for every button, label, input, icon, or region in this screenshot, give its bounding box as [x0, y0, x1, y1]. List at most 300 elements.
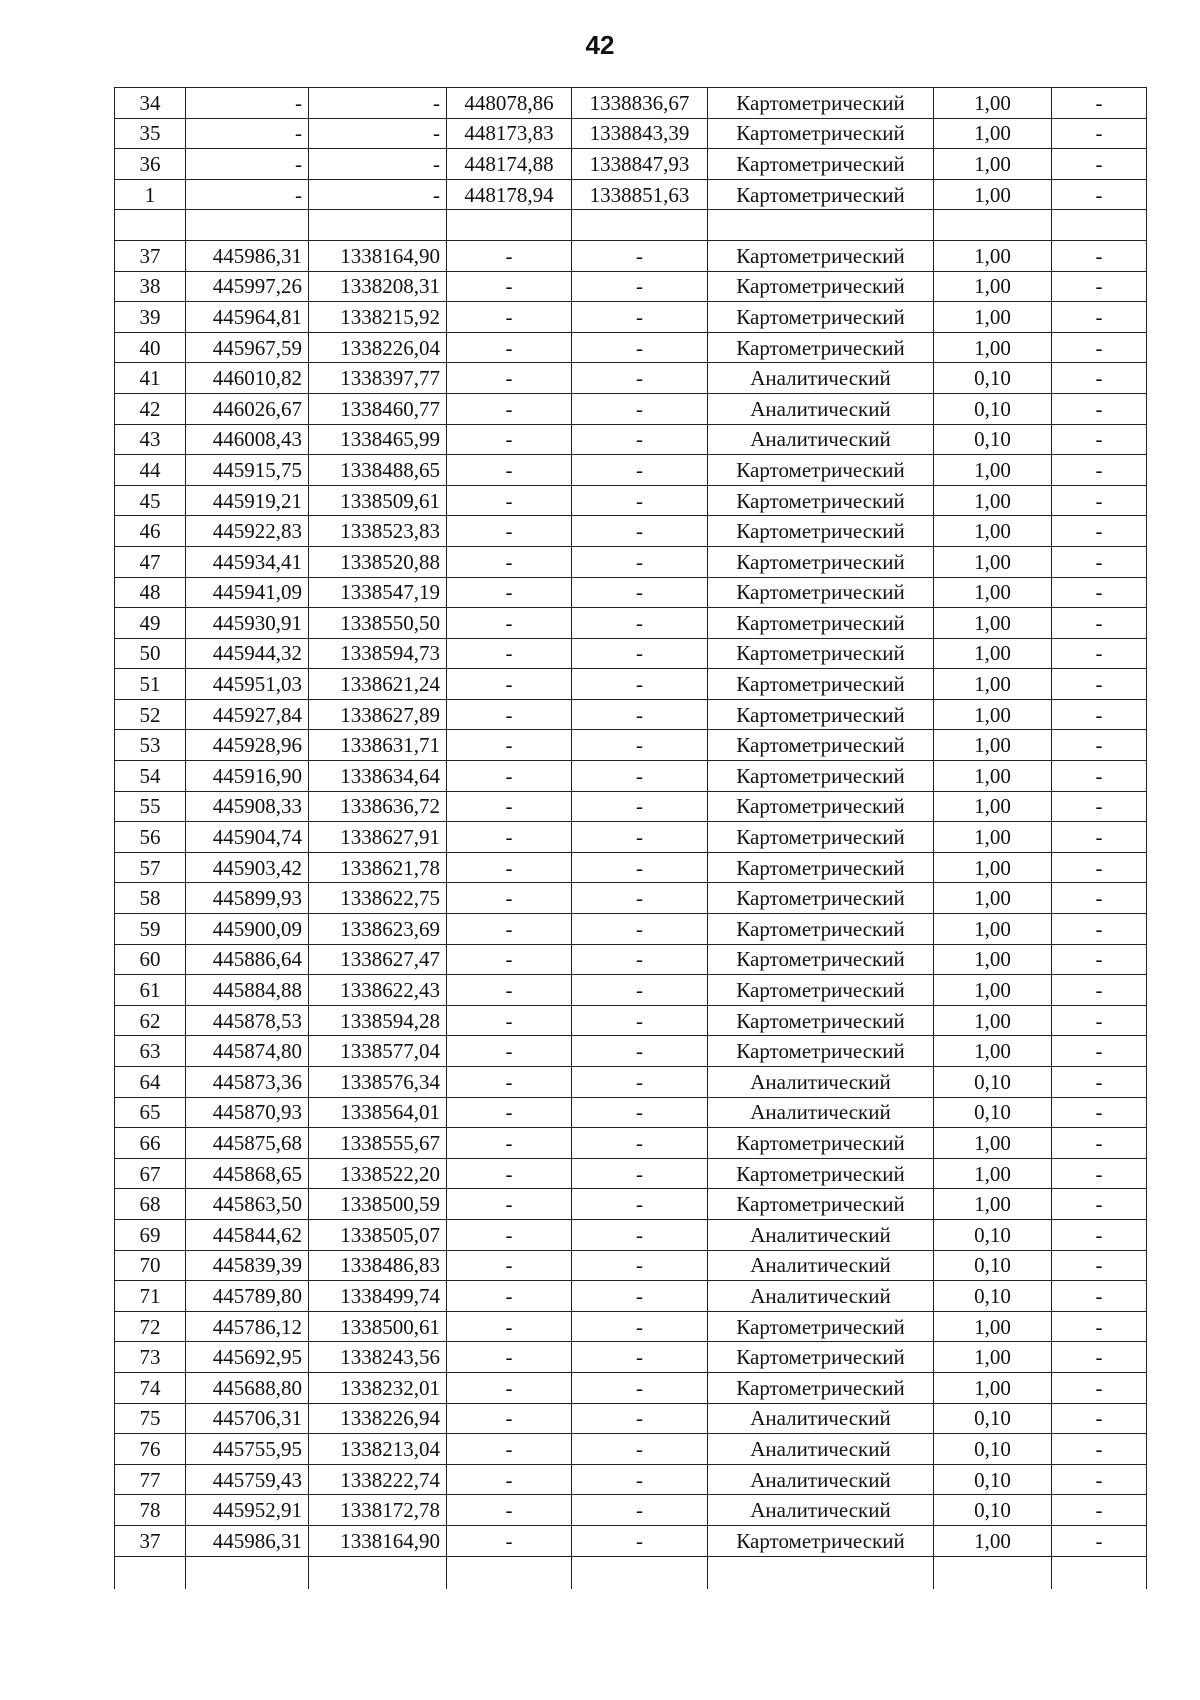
- cell-x-coord: -: [186, 88, 309, 119]
- cell-accuracy: 0,10: [934, 363, 1052, 394]
- table-row: [115, 179, 1147, 210]
- cell-x-coord-alt: -: [447, 883, 572, 914]
- cell-y-coord-alt: -: [572, 1250, 708, 1281]
- cell-note: -: [1052, 1005, 1147, 1036]
- cell-point-number: 42: [115, 393, 186, 424]
- cell-method: Картометрический: [708, 179, 934, 210]
- table-row: [115, 1342, 1147, 1373]
- cell-x-coord: 446026,67: [186, 393, 309, 424]
- cell-accuracy: 0,10: [934, 1067, 1052, 1098]
- cell-y-coord: 1338500,59: [309, 1189, 447, 1220]
- cell-x-coord: 445967,59: [186, 332, 309, 363]
- cell-x-coord: -: [186, 179, 309, 210]
- cell-y-coord-alt: -: [572, 1464, 708, 1495]
- cell-note: -: [1052, 822, 1147, 853]
- cell-x-coord-alt: -: [447, 852, 572, 883]
- table-row: [115, 240, 1147, 271]
- cell-y-coord-alt: -: [572, 1281, 708, 1312]
- cell-x-coord-alt: -: [447, 1281, 572, 1312]
- cell-method: Картометрический: [708, 577, 934, 608]
- cell-accuracy: [934, 210, 1052, 241]
- cell-x-coord-alt: 448174,88: [447, 149, 572, 180]
- cell-x-coord-alt: -: [447, 1434, 572, 1465]
- cell-point-number: 54: [115, 761, 186, 792]
- cell-note: -: [1052, 1342, 1147, 1373]
- table-row: [115, 1372, 1147, 1403]
- cell-method: Картометрический: [708, 852, 934, 883]
- table-row: [115, 1158, 1147, 1189]
- table-row: [115, 516, 1147, 547]
- cell-y-coord-alt: -: [572, 577, 708, 608]
- cell-accuracy: 1,00: [934, 455, 1052, 486]
- cell-point-number: 49: [115, 608, 186, 639]
- table-row: [115, 1005, 1147, 1036]
- cell-accuracy: 1,00: [934, 761, 1052, 792]
- cell-y-coord-alt: -: [572, 638, 708, 669]
- cell-x-coord-alt: -: [447, 1495, 572, 1526]
- cell-note: -: [1052, 1189, 1147, 1220]
- cell-x-coord: 445886,64: [186, 944, 309, 975]
- cell-note: -: [1052, 1495, 1147, 1526]
- cell-x-coord-alt: -: [447, 455, 572, 486]
- cell-x-coord-alt: -: [447, 608, 572, 639]
- cell-x-coord: 445928,96: [186, 730, 309, 761]
- cell-note: -: [1052, 975, 1147, 1006]
- table-row: [115, 914, 1147, 945]
- cell-method: Картометрический: [708, 1525, 934, 1556]
- cell-accuracy: 1,00: [934, 699, 1052, 730]
- cell-y-coord: 1338243,56: [309, 1342, 447, 1373]
- cell-y-coord: 1338594,28: [309, 1005, 447, 1036]
- cell-x-coord: 445903,42: [186, 852, 309, 883]
- cell-note: -: [1052, 608, 1147, 639]
- cell-y-coord-alt: -: [572, 1097, 708, 1128]
- cell-accuracy: 1,00: [934, 1128, 1052, 1159]
- cell-point-number: 35: [115, 118, 186, 149]
- cell-x-coord-alt: -: [447, 1525, 572, 1556]
- cell-note: -: [1052, 485, 1147, 516]
- table-row: [115, 1250, 1147, 1281]
- cell-method: Картометрический: [708, 761, 934, 792]
- cell-accuracy: 1,00: [934, 1005, 1052, 1036]
- cell-x-coord-alt: -: [447, 1189, 572, 1220]
- cell-y-coord-alt: 1338851,63: [572, 179, 708, 210]
- cell-x-coord-alt: -: [447, 1219, 572, 1250]
- cell-y-coord-alt: -: [572, 883, 708, 914]
- table-row: [115, 210, 1147, 241]
- cell-method: Аналитический: [708, 1219, 934, 1250]
- cell-x-coord: 445868,65: [186, 1158, 309, 1189]
- page-number: 42: [585, 30, 615, 60]
- cell-x-coord-alt: -: [447, 1311, 572, 1342]
- cell-accuracy: 1,00: [934, 975, 1052, 1006]
- cell-accuracy: 1,00: [934, 608, 1052, 639]
- cell-y-coord: -: [309, 149, 447, 180]
- cell-note: -: [1052, 730, 1147, 761]
- cell-method: Аналитический: [708, 424, 934, 455]
- cell-y-coord: 1338505,07: [309, 1219, 447, 1250]
- cell-x-coord: 445873,36: [186, 1067, 309, 1098]
- cell-note: -: [1052, 1464, 1147, 1495]
- cell-note: -: [1052, 1434, 1147, 1465]
- cell-point-number: 48: [115, 577, 186, 608]
- cell-x-coord-alt: -: [447, 1036, 572, 1067]
- cell-note: -: [1052, 638, 1147, 669]
- cell-method: Аналитический: [708, 1281, 934, 1312]
- cell-y-coord-alt: -: [572, 1067, 708, 1098]
- cell-point-number: 78: [115, 1495, 186, 1526]
- cell-note: -: [1052, 669, 1147, 700]
- cell-accuracy: 1,00: [934, 883, 1052, 914]
- empty-cell: [1052, 1556, 1147, 1589]
- cell-point-number: 74: [115, 1372, 186, 1403]
- cell-point-number: 37: [115, 240, 186, 271]
- cell-x-coord: 445919,21: [186, 485, 309, 516]
- cell-y-coord-alt: -: [572, 393, 708, 424]
- cell-x-coord: 446010,82: [186, 363, 309, 394]
- cell-point-number: 38: [115, 271, 186, 302]
- cell-y-coord: 1338500,61: [309, 1311, 447, 1342]
- cell-method: Аналитический: [708, 393, 934, 424]
- cell-x-coord: 445964,81: [186, 302, 309, 333]
- cell-y-coord: 1338576,34: [309, 1067, 447, 1098]
- cell-x-coord-alt: -: [447, 638, 572, 669]
- cell-y-coord-alt: -: [572, 363, 708, 394]
- cell-accuracy: 1,00: [934, 118, 1052, 149]
- cell-y-coord: 1338522,20: [309, 1158, 447, 1189]
- cell-x-coord-alt: 448173,83: [447, 118, 572, 149]
- table-row: [115, 1189, 1147, 1220]
- cell-accuracy: 0,10: [934, 393, 1052, 424]
- cell-accuracy: 1,00: [934, 332, 1052, 363]
- cell-y-coord-alt: -: [572, 424, 708, 455]
- cell-note: -: [1052, 883, 1147, 914]
- cell-x-coord: 445874,80: [186, 1036, 309, 1067]
- cell-y-coord: 1338509,61: [309, 485, 447, 516]
- cell-y-coord: [309, 210, 447, 241]
- cell-y-coord-alt: -: [572, 944, 708, 975]
- table-row: [115, 302, 1147, 333]
- cell-accuracy: 1,00: [934, 577, 1052, 608]
- cell-y-coord-alt: -: [572, 546, 708, 577]
- cell-y-coord-alt: -: [572, 271, 708, 302]
- cell-accuracy: 1,00: [934, 1342, 1052, 1373]
- table-row: [115, 730, 1147, 761]
- cell-y-coord: 1338621,24: [309, 669, 447, 700]
- cell-method: Картометрический: [708, 1036, 934, 1067]
- table-row: [115, 699, 1147, 730]
- cell-note: -: [1052, 1403, 1147, 1434]
- cell-y-coord: 1338523,83: [309, 516, 447, 547]
- cell-x-coord-alt: -: [447, 1372, 572, 1403]
- cell-note: -: [1052, 149, 1147, 180]
- cell-point-number: 64: [115, 1067, 186, 1098]
- cell-point-number: 55: [115, 791, 186, 822]
- cell-x-coord-alt: -: [447, 546, 572, 577]
- cell-x-coord-alt: -: [447, 975, 572, 1006]
- cell-note: -: [1052, 363, 1147, 394]
- cell-x-coord-alt: [447, 210, 572, 241]
- cell-point-number: 34: [115, 88, 186, 119]
- cell-x-coord-alt: -: [447, 1464, 572, 1495]
- table-row: [115, 88, 1147, 119]
- cell-point-number: 59: [115, 914, 186, 945]
- cell-y-coord: 1338577,04: [309, 1036, 447, 1067]
- cell-note: -: [1052, 761, 1147, 792]
- cell-y-coord-alt: -: [572, 852, 708, 883]
- cell-x-coord: 445789,80: [186, 1281, 309, 1312]
- table-row: [115, 455, 1147, 486]
- empty-cell: [309, 1556, 447, 1589]
- cell-y-coord: 1338172,78: [309, 1495, 447, 1526]
- cell-point-number: 58: [115, 883, 186, 914]
- cell-x-coord: 445884,88: [186, 975, 309, 1006]
- cell-y-coord: 1338550,50: [309, 608, 447, 639]
- cell-x-coord-alt: -: [447, 240, 572, 271]
- cell-y-coord-alt: -: [572, 699, 708, 730]
- cell-note: -: [1052, 699, 1147, 730]
- cell-x-coord: 445934,41: [186, 546, 309, 577]
- cell-y-coord: -: [309, 179, 447, 210]
- cell-x-coord-alt: -: [447, 699, 572, 730]
- cell-point-number: 37: [115, 1525, 186, 1556]
- cell-x-coord: 445844,62: [186, 1219, 309, 1250]
- cell-point-number: 65: [115, 1097, 186, 1128]
- cell-y-coord-alt: -: [572, 485, 708, 516]
- cell-x-coord: 445997,26: [186, 271, 309, 302]
- cell-point-number: 45: [115, 485, 186, 516]
- table-row: [115, 1128, 1147, 1159]
- empty-cell: [115, 1556, 186, 1589]
- cell-y-coord-alt: -: [572, 1158, 708, 1189]
- cell-y-coord: 1338623,69: [309, 914, 447, 945]
- cell-method: Картометрический: [708, 149, 934, 180]
- cell-point-number: 51: [115, 669, 186, 700]
- cell-accuracy: 1,00: [934, 1525, 1052, 1556]
- table-row: [115, 118, 1147, 149]
- cell-note: -: [1052, 914, 1147, 945]
- cell-y-coord: 1338460,77: [309, 393, 447, 424]
- cell-y-coord: 1338226,04: [309, 332, 447, 363]
- cell-accuracy: 0,10: [934, 1250, 1052, 1281]
- cell-note: -: [1052, 302, 1147, 333]
- cell-y-coord: 1338232,01: [309, 1372, 447, 1403]
- cell-note: -: [1052, 577, 1147, 608]
- cell-point-number: 70: [115, 1250, 186, 1281]
- table-row: [115, 1464, 1147, 1495]
- cell-note: -: [1052, 455, 1147, 486]
- table-row: [115, 608, 1147, 639]
- cell-note: -: [1052, 393, 1147, 424]
- cell-point-number: 41: [115, 363, 186, 394]
- cell-x-coord: 445986,31: [186, 1525, 309, 1556]
- cell-x-coord: 445870,93: [186, 1097, 309, 1128]
- cell-point-number: 77: [115, 1464, 186, 1495]
- cell-note: -: [1052, 179, 1147, 210]
- table-row: [115, 975, 1147, 1006]
- cell-y-coord-alt: 1338847,93: [572, 149, 708, 180]
- cell-y-coord: 1338222,74: [309, 1464, 447, 1495]
- cell-y-coord: 1338397,77: [309, 363, 447, 394]
- table-row: [115, 1036, 1147, 1067]
- cell-x-coord-alt: -: [447, 393, 572, 424]
- cell-note: -: [1052, 516, 1147, 547]
- cell-note: -: [1052, 1219, 1147, 1250]
- cell-method: Аналитический: [708, 1464, 934, 1495]
- cell-point-number: 75: [115, 1403, 186, 1434]
- cell-method: Картометрический: [708, 1311, 934, 1342]
- cell-y-coord: 1338636,72: [309, 791, 447, 822]
- cell-y-coord: 1338621,78: [309, 852, 447, 883]
- cell-point-number: 66: [115, 1128, 186, 1159]
- table-row: [115, 852, 1147, 883]
- cell-x-coord-alt: -: [447, 791, 572, 822]
- cell-method: [708, 210, 934, 241]
- cell-x-coord: 445759,43: [186, 1464, 309, 1495]
- cell-x-coord: 445952,91: [186, 1495, 309, 1526]
- cell-x-coord-alt: -: [447, 669, 572, 700]
- cell-y-coord: 1338627,91: [309, 822, 447, 853]
- cell-accuracy: 1,00: [934, 179, 1052, 210]
- cell-point-number: 47: [115, 546, 186, 577]
- cell-method: Картометрический: [708, 975, 934, 1006]
- cell-x-coord: 445692,95: [186, 1342, 309, 1373]
- cell-accuracy: 1,00: [934, 1158, 1052, 1189]
- cell-accuracy: 1,00: [934, 944, 1052, 975]
- cell-y-coord: 1338164,90: [309, 240, 447, 271]
- table-row: [115, 393, 1147, 424]
- cell-y-coord: 1338547,19: [309, 577, 447, 608]
- cell-y-coord-alt: -: [572, 1434, 708, 1465]
- cell-note: -: [1052, 118, 1147, 149]
- cell-accuracy: 0,10: [934, 1464, 1052, 1495]
- cell-y-coord: 1338627,89: [309, 699, 447, 730]
- cell-accuracy: 1,00: [934, 302, 1052, 333]
- cell-method: Картометрический: [708, 1158, 934, 1189]
- table-row: [115, 577, 1147, 608]
- cell-x-coord: [186, 210, 309, 241]
- cell-method: Картометрический: [708, 608, 934, 639]
- cell-point-number: 67: [115, 1158, 186, 1189]
- cell-method: Картометрический: [708, 271, 934, 302]
- cell-method: Картометрический: [708, 88, 934, 119]
- cell-note: -: [1052, 424, 1147, 455]
- cell-note: -: [1052, 791, 1147, 822]
- cell-accuracy: 0,10: [934, 1281, 1052, 1312]
- cell-x-coord: 445875,68: [186, 1128, 309, 1159]
- cell-point-number: 56: [115, 822, 186, 853]
- cell-point-number: 73: [115, 1342, 186, 1373]
- cell-x-coord-alt: -: [447, 1250, 572, 1281]
- cell-x-coord: 445915,75: [186, 455, 309, 486]
- cell-method: Картометрический: [708, 1342, 934, 1373]
- cell-x-coord-alt: -: [447, 914, 572, 945]
- cell-y-coord: 1338634,64: [309, 761, 447, 792]
- cell-accuracy: 1,00: [934, 88, 1052, 119]
- cell-y-coord-alt: -: [572, 669, 708, 700]
- cell-note: -: [1052, 944, 1147, 975]
- cell-x-coord: 445839,39: [186, 1250, 309, 1281]
- cell-note: -: [1052, 1372, 1147, 1403]
- cell-accuracy: 1,00: [934, 1036, 1052, 1067]
- cell-point-number: 60: [115, 944, 186, 975]
- cell-note: -: [1052, 1250, 1147, 1281]
- cell-x-coord-alt: -: [447, 363, 572, 394]
- cell-accuracy: 0,10: [934, 1403, 1052, 1434]
- cell-method: Картометрический: [708, 730, 934, 761]
- cell-method: Картометрический: [708, 302, 934, 333]
- cell-y-coord: 1338622,43: [309, 975, 447, 1006]
- cell-x-coord: 445930,91: [186, 608, 309, 639]
- cell-method: Картометрический: [708, 455, 934, 486]
- cell-y-coord-alt: -: [572, 1036, 708, 1067]
- cell-x-coord-alt: -: [447, 822, 572, 853]
- table-row: [115, 1434, 1147, 1465]
- cell-y-coord-alt: [572, 210, 708, 241]
- table-row: [115, 1219, 1147, 1250]
- cell-note: -: [1052, 1158, 1147, 1189]
- cell-y-coord: 1338465,99: [309, 424, 447, 455]
- cell-method: Картометрический: [708, 791, 934, 822]
- cell-point-number: 57: [115, 852, 186, 883]
- cell-point-number: 53: [115, 730, 186, 761]
- cell-method: Картометрический: [708, 944, 934, 975]
- cell-point-number: 43: [115, 424, 186, 455]
- cell-point-number: 1: [115, 179, 186, 210]
- table-row: [115, 149, 1147, 180]
- cell-accuracy: 1,00: [934, 485, 1052, 516]
- cell-note: -: [1052, 1525, 1147, 1556]
- table-row: [115, 485, 1147, 516]
- cell-y-coord-alt: -: [572, 914, 708, 945]
- cell-accuracy: 1,00: [934, 1189, 1052, 1220]
- table-row: [115, 638, 1147, 669]
- empty-cell: [447, 1556, 572, 1589]
- cell-x-coord: 445900,09: [186, 914, 309, 945]
- cell-point-number: 52: [115, 699, 186, 730]
- cell-accuracy: 1,00: [934, 546, 1052, 577]
- cell-accuracy: 1,00: [934, 240, 1052, 271]
- cell-x-coord-alt: -: [447, 271, 572, 302]
- cell-y-coord: 1338564,01: [309, 1097, 447, 1128]
- cell-x-coord: 446008,43: [186, 424, 309, 455]
- cell-method: Картометрический: [708, 883, 934, 914]
- cell-y-coord-alt: -: [572, 1525, 708, 1556]
- cell-x-coord: 445986,31: [186, 240, 309, 271]
- table-row: [115, 271, 1147, 302]
- table-row: [115, 363, 1147, 394]
- cell-x-coord-alt: -: [447, 485, 572, 516]
- cell-method: Аналитический: [708, 1495, 934, 1526]
- cell-y-coord-alt: -: [572, 791, 708, 822]
- cell-method: Картометрический: [708, 822, 934, 853]
- table-row: [115, 822, 1147, 853]
- cell-accuracy: 1,00: [934, 1372, 1052, 1403]
- cell-accuracy: 1,00: [934, 1311, 1052, 1342]
- cell-accuracy: 1,00: [934, 852, 1052, 883]
- cell-x-coord-alt: -: [447, 730, 572, 761]
- cell-accuracy: 0,10: [934, 1097, 1052, 1128]
- cell-note: -: [1052, 1067, 1147, 1098]
- cell-x-coord: 445688,80: [186, 1372, 309, 1403]
- cell-x-coord-alt: -: [447, 302, 572, 333]
- cell-accuracy: 0,10: [934, 424, 1052, 455]
- cell-method: Картометрический: [708, 1372, 934, 1403]
- table-row-continuation: [115, 1556, 1147, 1589]
- cell-y-coord: 1338226,94: [309, 1403, 447, 1434]
- cell-point-number: 44: [115, 455, 186, 486]
- cell-y-coord: 1338213,04: [309, 1434, 447, 1465]
